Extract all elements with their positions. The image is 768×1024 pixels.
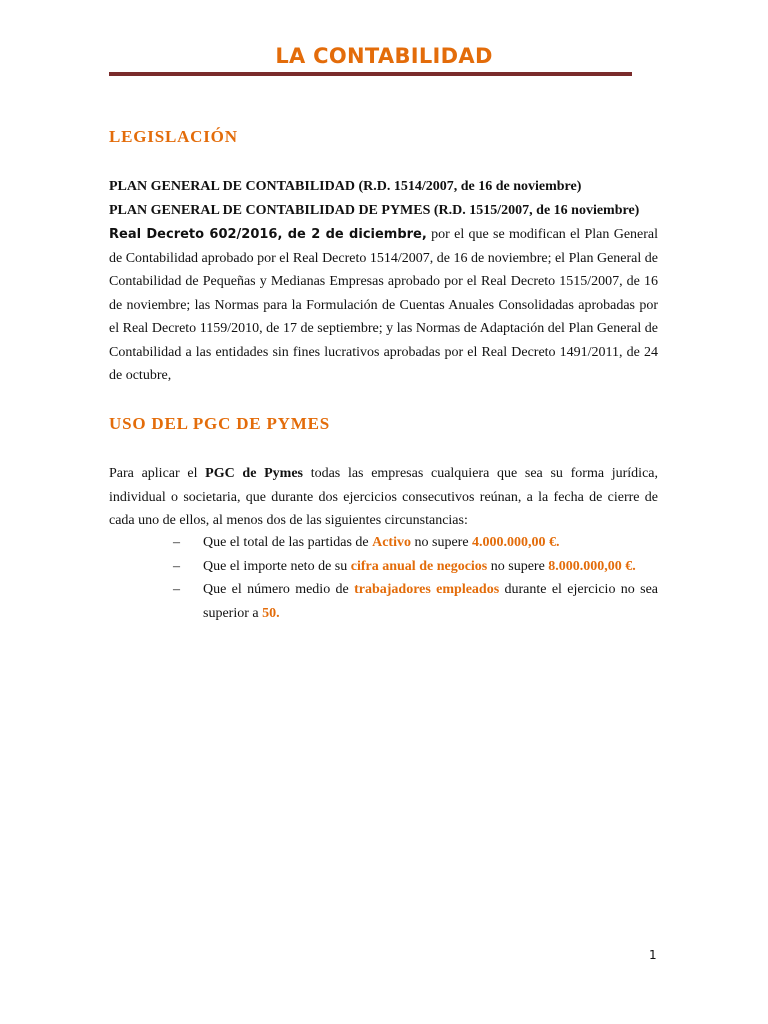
uso-intro-paragraph	[109, 462, 658, 533]
item-text-middle: no supere	[487, 558, 549, 574]
item-text-before: Que el total de las partidas de	[203, 535, 373, 550]
page-title: LA CONTABILIDAD	[275, 44, 493, 68]
item-term: trabajadores empleados	[354, 582, 500, 597]
item-text-middle: no supere	[411, 535, 473, 550]
dash-bullet: –	[173, 582, 180, 597]
item-text-middle: durante el ejercicio no sea superior a	[203, 582, 659, 621]
item-value: 50.	[262, 605, 280, 621]
section-heading-uso-pgc: USO DEL PGC DE PYMES	[109, 414, 330, 433]
intro-text-after: todas las empresas cualquiera que sea su forma jurídica, individual o societaria, que durante dos ejercicios consecutivos reúnan, a la fecha de cierre de cada uno de ellos, al menos dos de las siguientes circunstancias:	[109, 466, 659, 528]
item-value: 4.000.000,00 €.	[472, 535, 560, 550]
list-item-activo	[173, 531, 658, 555]
title-divider	[109, 72, 632, 76]
decree-paragraph	[109, 223, 658, 388]
law-plan-general: PLAN GENERAL DE CONTABILIDAD (R.D. 1514/2007, de 16 de noviembre)	[109, 179, 582, 194]
decree-title: Real Decreto 602/2016, de 2 de diciembre,	[109, 227, 427, 242]
dash-bullet: –	[173, 535, 180, 550]
item-term: cifra anual de negocios	[350, 558, 488, 574]
section-heading-legislacion: LEGISLACIÓN	[109, 127, 238, 146]
item-value: 8.000.000,00 €.	[548, 558, 636, 574]
law-plan-pymes: PLAN GENERAL DE CONTABILIDAD DE PYMES (R.D. 1515/2007, de 16 noviembre)	[109, 203, 640, 218]
item-term: Activo	[372, 535, 411, 550]
intro-pgc-pymes: PGC de Pymes	[205, 466, 303, 481]
item-text-before: Que el número medio de	[203, 582, 355, 597]
page-number: 1	[649, 948, 657, 962]
intro-text-before: Para aplicar el	[109, 466, 206, 481]
list-item-cifra-negocios	[173, 555, 658, 579]
decree-text: por el que se modifican el Plan General de Contabilidad aprobado por el Real Decreto 1514/2007, de 16 de noviembre; el Plan General de Contabilidad de Pequeñas y Medianas Empresas aprobado por el Real Decreto 1515/2007, de 16 de noviembre; las Normas para la Formulación de Cuentas Anuales Consolidadas aprobadas por el Real Decreto 1159/2010, de 17 de septiembre; y las Normas de Adaptación del Plan General de Contabilidad a las entidades sin fines lucrativos aprobadas por el Real Decreto 1491/2011, de 24 de octubre,	[109, 227, 659, 383]
list-item-trabajadores	[173, 578, 658, 625]
circumstances-list	[173, 531, 658, 625]
item-text-before: Que el importe neto de su	[203, 558, 351, 574]
dash-bullet: –	[173, 558, 180, 574]
